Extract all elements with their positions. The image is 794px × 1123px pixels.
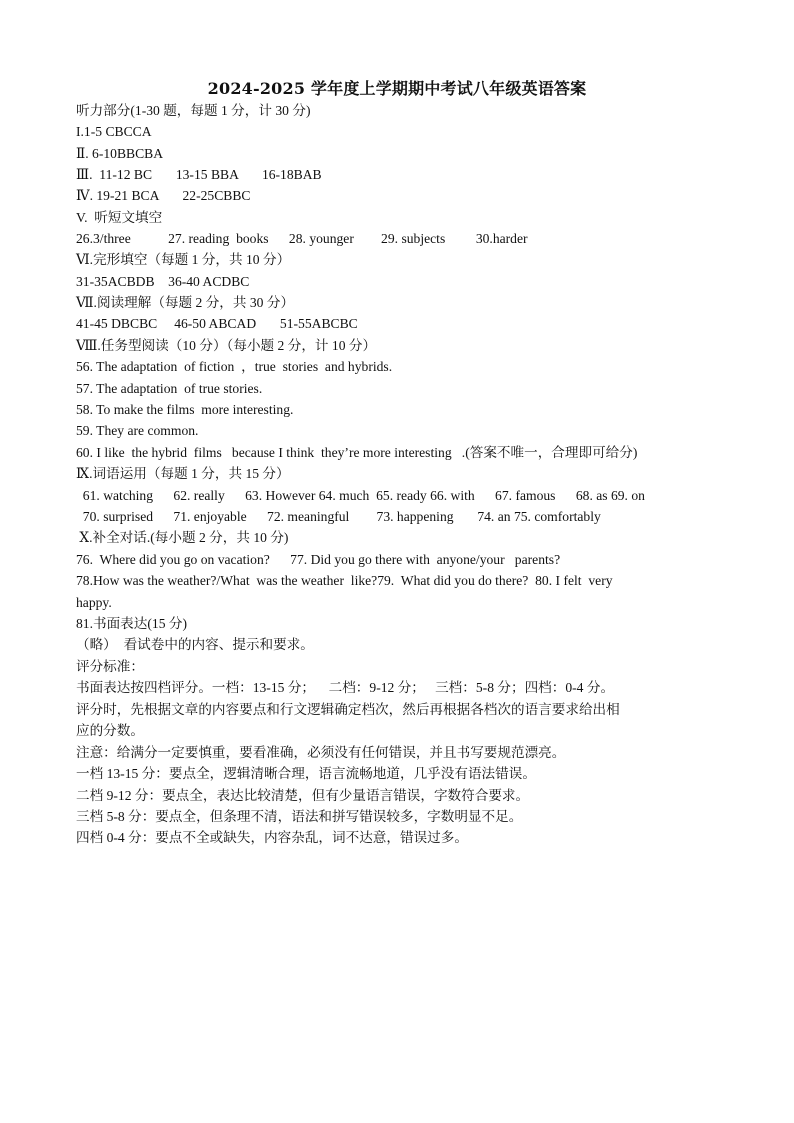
answer-line-78-80: 78.How was the weather?/What was the weather like?79. What did you do there? 80. I felt very — [76, 573, 613, 588]
grading-instruction-line-1: 评分时，先根据文章的内容要点和行文逻辑确定档次，然后再根据各档次的语言要求给出相 — [76, 702, 620, 717]
answer-line-80-continued: happy. — [76, 595, 112, 610]
grading-level-4: 四档 0-4 分：要点不全或缺失，内容杂乱，词不达意，错误过多。 — [76, 830, 468, 845]
answer-line-part-4: Ⅳ. 19-21 BCA 22-25CBBC — [76, 188, 251, 203]
section-heading-part-7: Ⅶ.阅读理解（每题 2 分，共 30 分） — [76, 295, 295, 310]
section-heading-writing: 81.书面表达(15 分) — [76, 616, 188, 631]
answer-line-part-6: 31-35ACBDB 36-40 ACDBC — [76, 274, 250, 289]
answer-line-70-75: 70. surprised 71. enjoyable 72. meaningful 73. happening 74. an 75. comfortably — [76, 509, 601, 524]
grading-levels-summary: 书面表达按四档评分。一档：13-15 分； 二档：9-12 分； 三档：5-8 分；四档：0-4 分。 — [76, 680, 615, 695]
answer-line-58: 58. To make the films more interesting. — [76, 402, 294, 417]
answer-line-61-69: 61. watching 62. really 63. However 64. much 65. ready 66. with 67. famous 68. as 69. on — [76, 488, 645, 503]
answer-line-56: 56. The adaptation of fiction ，true stories and hybrids. — [76, 359, 393, 374]
listening-section-heading: 听力部分(1-30 题，每题 1 分，计 30 分) — [76, 103, 311, 118]
grading-note: 注意：给满分一定要慎重，要看准确，必须没有任何错误，并且书写要规范漂亮。 — [76, 745, 566, 760]
answer-line-part-1: I.1-5 CBCCA — [76, 124, 152, 139]
grading-level-3: 三档 5-8 分：要点全，但条理不清，语法和拼写错误较多，字数明显不足。 — [76, 809, 523, 824]
answer-line-76-77: 76. Where did you go on vacation? 77. Did you go there with anyone/your parents? — [76, 552, 561, 567]
section-heading-part-5: V. 听短文填空 — [76, 210, 163, 225]
grading-instruction-line-2: 应的分数。 — [76, 723, 144, 738]
answer-line-57: 57. The adaptation of true stories. — [76, 381, 263, 396]
page-title: 2024-2025 学年度上学期期中考试八年级英语答案 — [207, 79, 587, 98]
answer-line-part-2: Ⅱ. 6-10BBCBA — [76, 146, 164, 161]
answer-line-part-7: 41-45 DBCBC 46-50 ABCAD 51-55ABCBC — [76, 316, 358, 331]
grading-level-1: 一档 13-15 分：要点全，逻辑清晰合理，语言流畅地道，几乎没有语法错误。 — [76, 766, 536, 781]
answer-line-part-5: 26.3/three 27. reading books 28. younger 29. subjects 30.harder — [76, 231, 528, 246]
section-heading-part-6: Ⅵ.完形填空（每题 1 分，共 10 分） — [76, 252, 291, 267]
answer-line-part-3: Ⅲ. 11-12 BC 13-15 BBA 16-18BAB — [76, 167, 322, 182]
answer-line-59: 59. They are common. — [76, 423, 199, 438]
section-heading-part-9: Ⅸ.词语运用（每题 1 分，共 15 分） — [76, 466, 290, 481]
section-heading-part-8: Ⅷ.任务型阅读（10 分）（每小题 2 分，计 10 分） — [76, 338, 377, 353]
answer-line-60: 60. I like the hybrid films because I think they’re more interesting .(答案不唯一，合理即可给分) — [76, 445, 638, 460]
writing-note: （略） 看试卷中的内容、提示和要求。 — [76, 637, 314, 652]
section-heading-part-10: Ⅹ.补全对话.(每小题 2 分，共 10 分) — [76, 530, 289, 545]
grading-criteria-heading: 评分标准： — [76, 659, 144, 674]
grading-level-2: 二档 9-12 分：要点全，表达比较清楚，但有少量语言错误，字数符合要求。 — [76, 788, 530, 803]
